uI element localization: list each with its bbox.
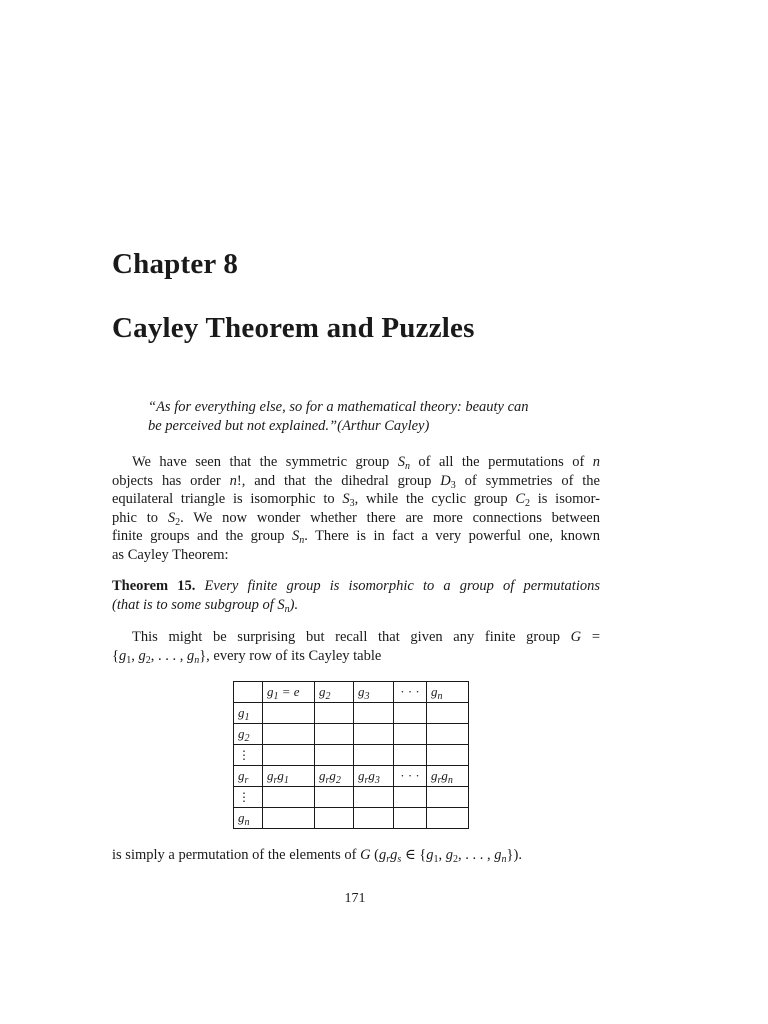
table-cell [263, 787, 315, 808]
table-cell [354, 745, 394, 766]
table-cell [263, 745, 315, 766]
table-row [234, 808, 469, 829]
cayley-table [233, 681, 469, 829]
table-cell: $g_rg_2$ [315, 766, 354, 787]
table-cell [354, 724, 394, 745]
table-cell [315, 808, 354, 829]
paragraph-line: {$g_1$, $g_2$, . . . , $g_n$}, every row of its Cayley table [112, 647, 382, 666]
table-cell [354, 808, 394, 829]
table-cell: $g_1$ [234, 703, 263, 724]
table-cell: $g_3$ [354, 682, 394, 703]
paragraph-line: finite groups and the group $S_n$. There is in fact a very powerful one, known [112, 528, 600, 547]
table-cell [394, 808, 427, 829]
table-cell: · · · [394, 766, 427, 787]
table-cell: $g_rg_3$ [354, 766, 394, 787]
table-cell [263, 724, 315, 745]
table-cell [427, 808, 469, 829]
table-cell: $g_r$ [234, 766, 263, 787]
table-cell [263, 808, 315, 829]
table-cell [354, 703, 394, 724]
table-header-row [234, 682, 469, 703]
conclusion-paragraph [112, 846, 600, 865]
epigraph-line: be perceived but not explained.”(Arthur Cayley) [148, 418, 430, 434]
table-cell: $g_rg_n$ [427, 766, 469, 787]
table-cell [427, 724, 469, 745]
epigraph-quote [148, 398, 588, 436]
table-cell [394, 724, 427, 745]
table-cell [394, 703, 427, 724]
page-number: 171 [344, 891, 366, 906]
table-cell: $g_n$ [234, 808, 263, 829]
paragraph-line: phic to $S_2$. We now wonder whether there are more connections between [112, 509, 600, 528]
table-cell [315, 724, 354, 745]
theorem-label: Theorem 15. [112, 578, 196, 594]
table-cell [263, 703, 315, 724]
paragraph-line: We have seen that the symmetric group $S_n$ of all the permutations of n [132, 454, 600, 472]
intro-paragraph [112, 453, 600, 565]
table-cell: $g_2$ [234, 724, 263, 745]
paragraph-line: as Cayley Theorem: [112, 546, 229, 563]
table-cell [234, 682, 263, 703]
paragraph-line: This might be surprising but recall that given any finite group G = [132, 629, 600, 645]
table-row [234, 703, 469, 724]
table-cell [315, 787, 354, 808]
table-cell [427, 787, 469, 808]
table-cell [354, 787, 394, 808]
table-cell: $g_n$ [427, 682, 469, 703]
table-cell: $g_2$ [315, 682, 354, 703]
paragraph-line: is simply a permutation of the elements of G ($g_rg_s$ ∈ {$g_1$, $g_2$, . . . , $g_n$}). [112, 847, 522, 865]
table-row [234, 745, 469, 766]
theorem-line: Theorem 15. Every finite group is isomorphic to a group of permutations [112, 578, 600, 594]
table-cell [427, 745, 469, 766]
epigraph-line: “As for everything else, so for a mathematical theory: beauty can [148, 399, 529, 415]
table-cell: · · · [394, 682, 427, 703]
table-cell [427, 703, 469, 724]
cayley-intro-paragraph [112, 628, 600, 665]
table-cell: ⋮ [234, 745, 263, 766]
table-row [234, 766, 469, 787]
table-row [234, 724, 469, 745]
table-cell [394, 745, 427, 766]
chapter-title: Cayley Theorem and Puzzles [112, 312, 475, 344]
table-cell [315, 703, 354, 724]
table-cell: $g_rg_1$ [263, 766, 315, 787]
theorem-statement [112, 577, 600, 614]
paragraph-line: objects has order n!, and that the dihedral group $D_3$ of symmetries of the [112, 472, 600, 491]
chapter-label: Chapter 8 [112, 248, 239, 280]
table-cell [315, 745, 354, 766]
theorem-line: (that is to some subgroup of $S_n$). [112, 596, 299, 615]
table-cell: $g_1 = e$ [263, 682, 315, 703]
table-cell: ⋮ [234, 787, 263, 808]
table-row [234, 787, 469, 808]
table-cell [394, 787, 427, 808]
paragraph-line: equilateral triangle is isomorphic to $S_3$, while the cyclic group $C_2$ is isomor- [112, 491, 601, 510]
